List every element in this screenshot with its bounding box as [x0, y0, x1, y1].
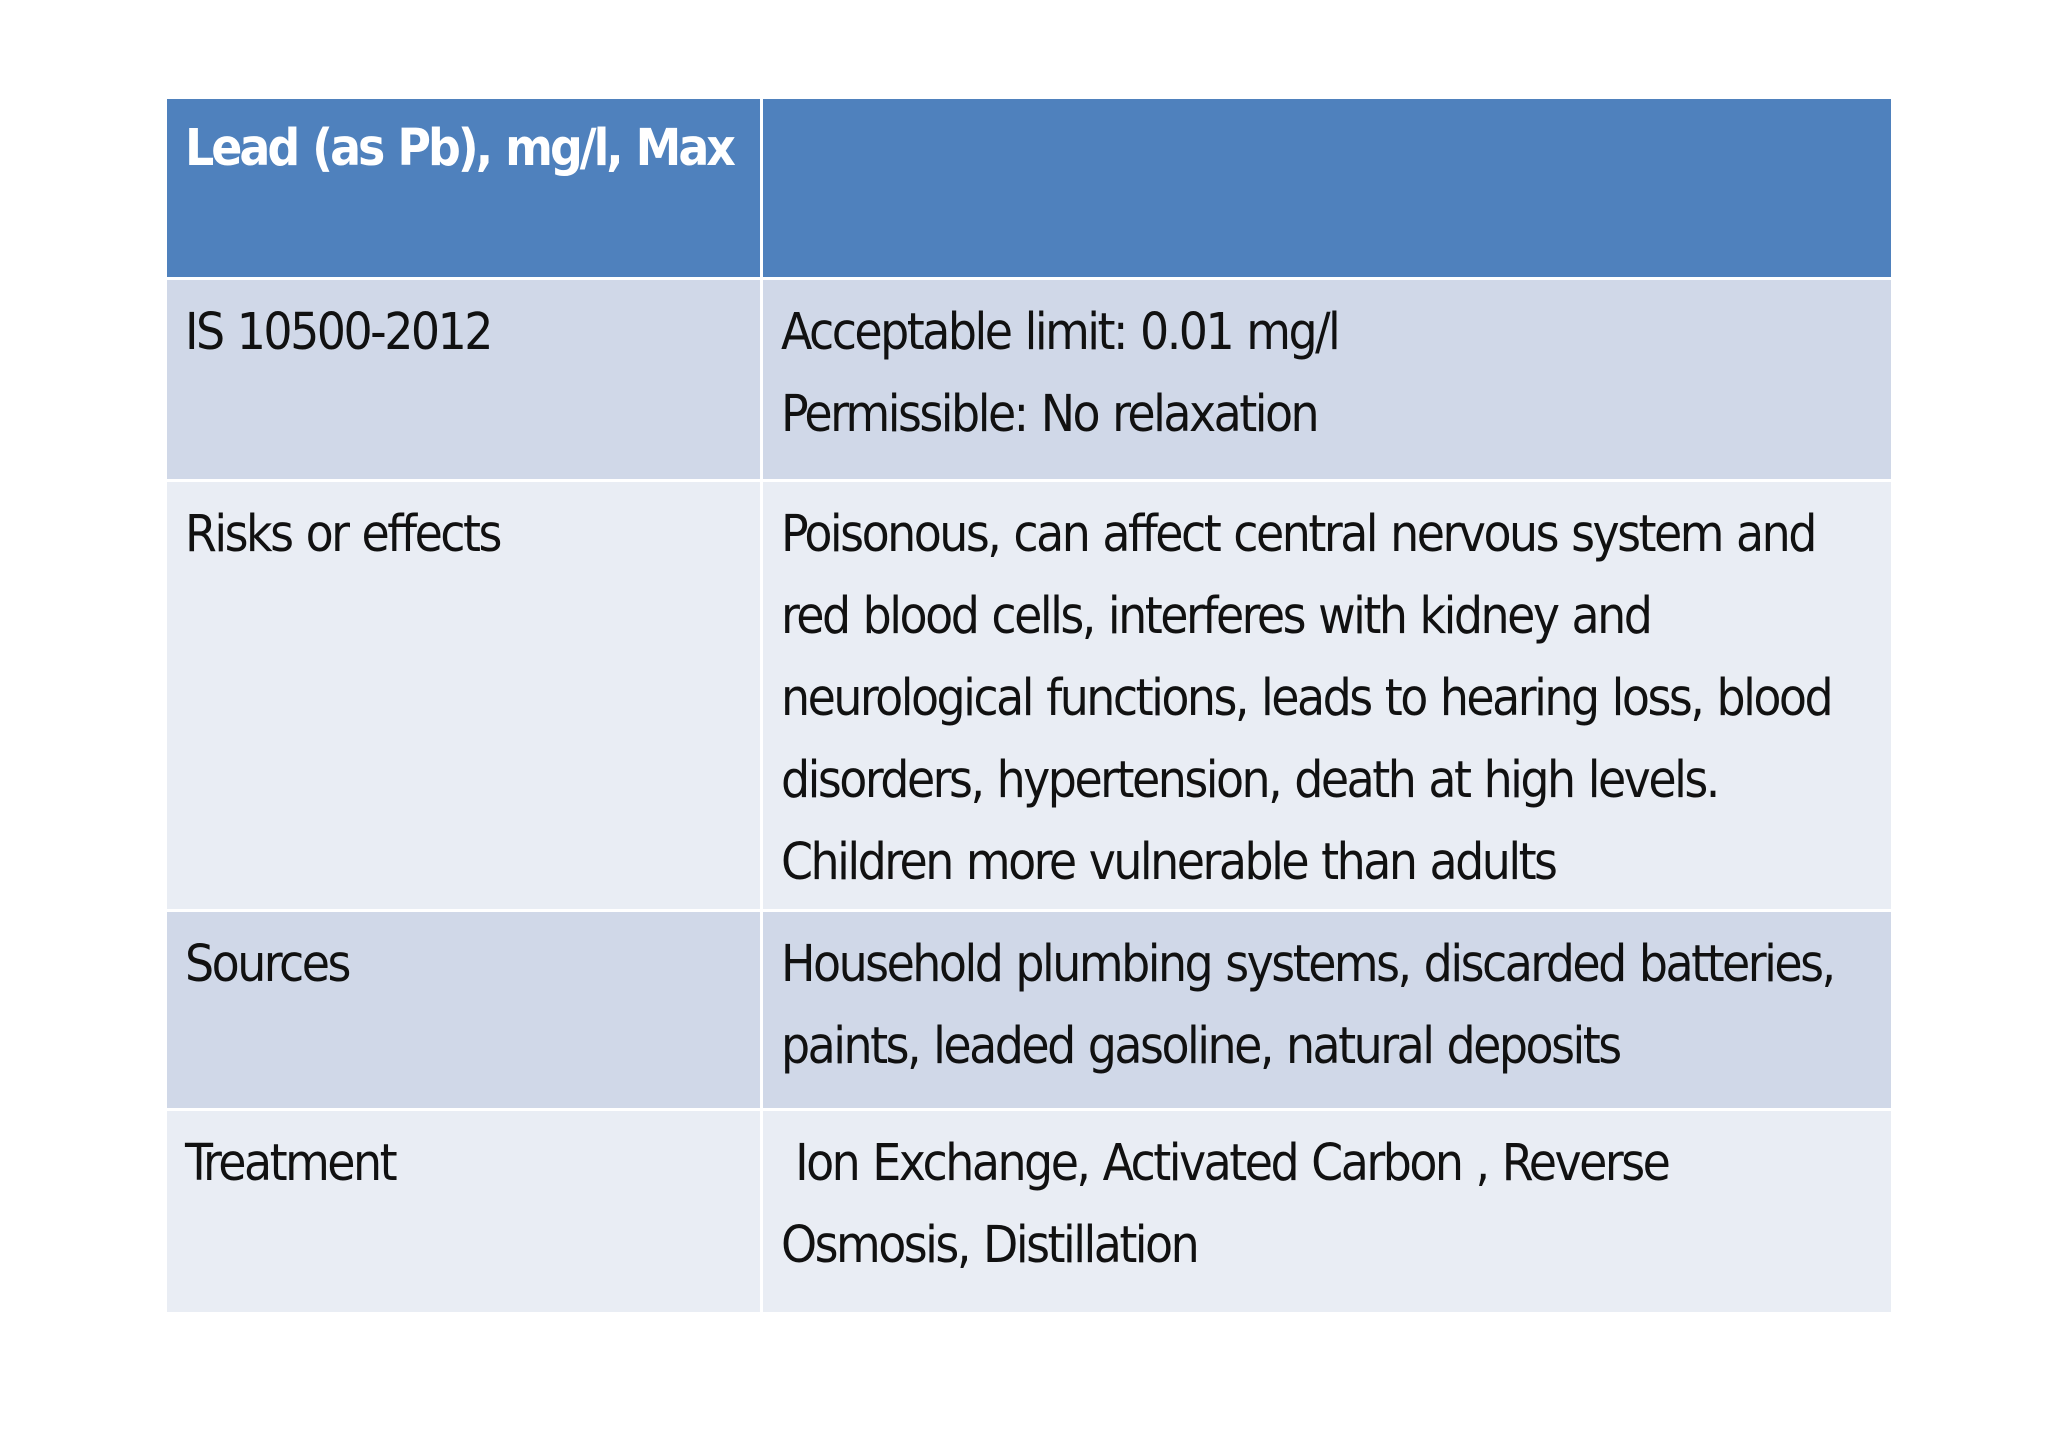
- header-value-cell: [762, 98, 1893, 279]
- row-value-treatment: [762, 1110, 1893, 1314]
- value-line: Poisonous, can affect central nervous system and: [781, 505, 1815, 564]
- table-row-standard: [166, 279, 1893, 481]
- value-line: neurological functions, leads to hearing loss, blood: [781, 669, 1832, 728]
- table-header-row: [166, 98, 1893, 279]
- row-label-sources: Sources: [166, 911, 762, 1110]
- row-value-risks: [762, 481, 1893, 911]
- row-value-standard: [762, 279, 1893, 481]
- row-label-risks: Risks or effects: [166, 481, 762, 911]
- value-line: Household plumbing systems, discarded batteries,: [781, 935, 1834, 994]
- value-line: Osmosis, Distillation: [781, 1216, 1198, 1275]
- row-label-standard: IS 10500-2012: [166, 279, 762, 481]
- header-parameter-cell: Lead (as Pb), mg/l, Max: [166, 98, 762, 279]
- value-line: Ion Exchange, Activated Carbon , Reverse: [781, 1134, 1669, 1193]
- value-line: paints, leaded gasoline, natural deposits: [781, 1017, 1620, 1076]
- table-row-sources: [166, 911, 1893, 1110]
- row-value-sources: [762, 911, 1893, 1110]
- table-row-risks: [166, 481, 1893, 911]
- value-line: Children more vulnerable than adults: [781, 833, 1556, 892]
- value-line: Acceptable limit: 0.01 mg/l: [781, 303, 1339, 362]
- row-label-treatment: Treatment: [166, 1110, 762, 1314]
- lead-info-table: [164, 96, 1894, 1315]
- value-line: Permissible: No relaxation: [781, 385, 1318, 444]
- value-line: red blood cells, interferes with kidney and: [781, 587, 1651, 646]
- value-line: disorders, hypertension, death at high levels.: [781, 751, 1718, 810]
- table-row-treatment: [166, 1110, 1893, 1314]
